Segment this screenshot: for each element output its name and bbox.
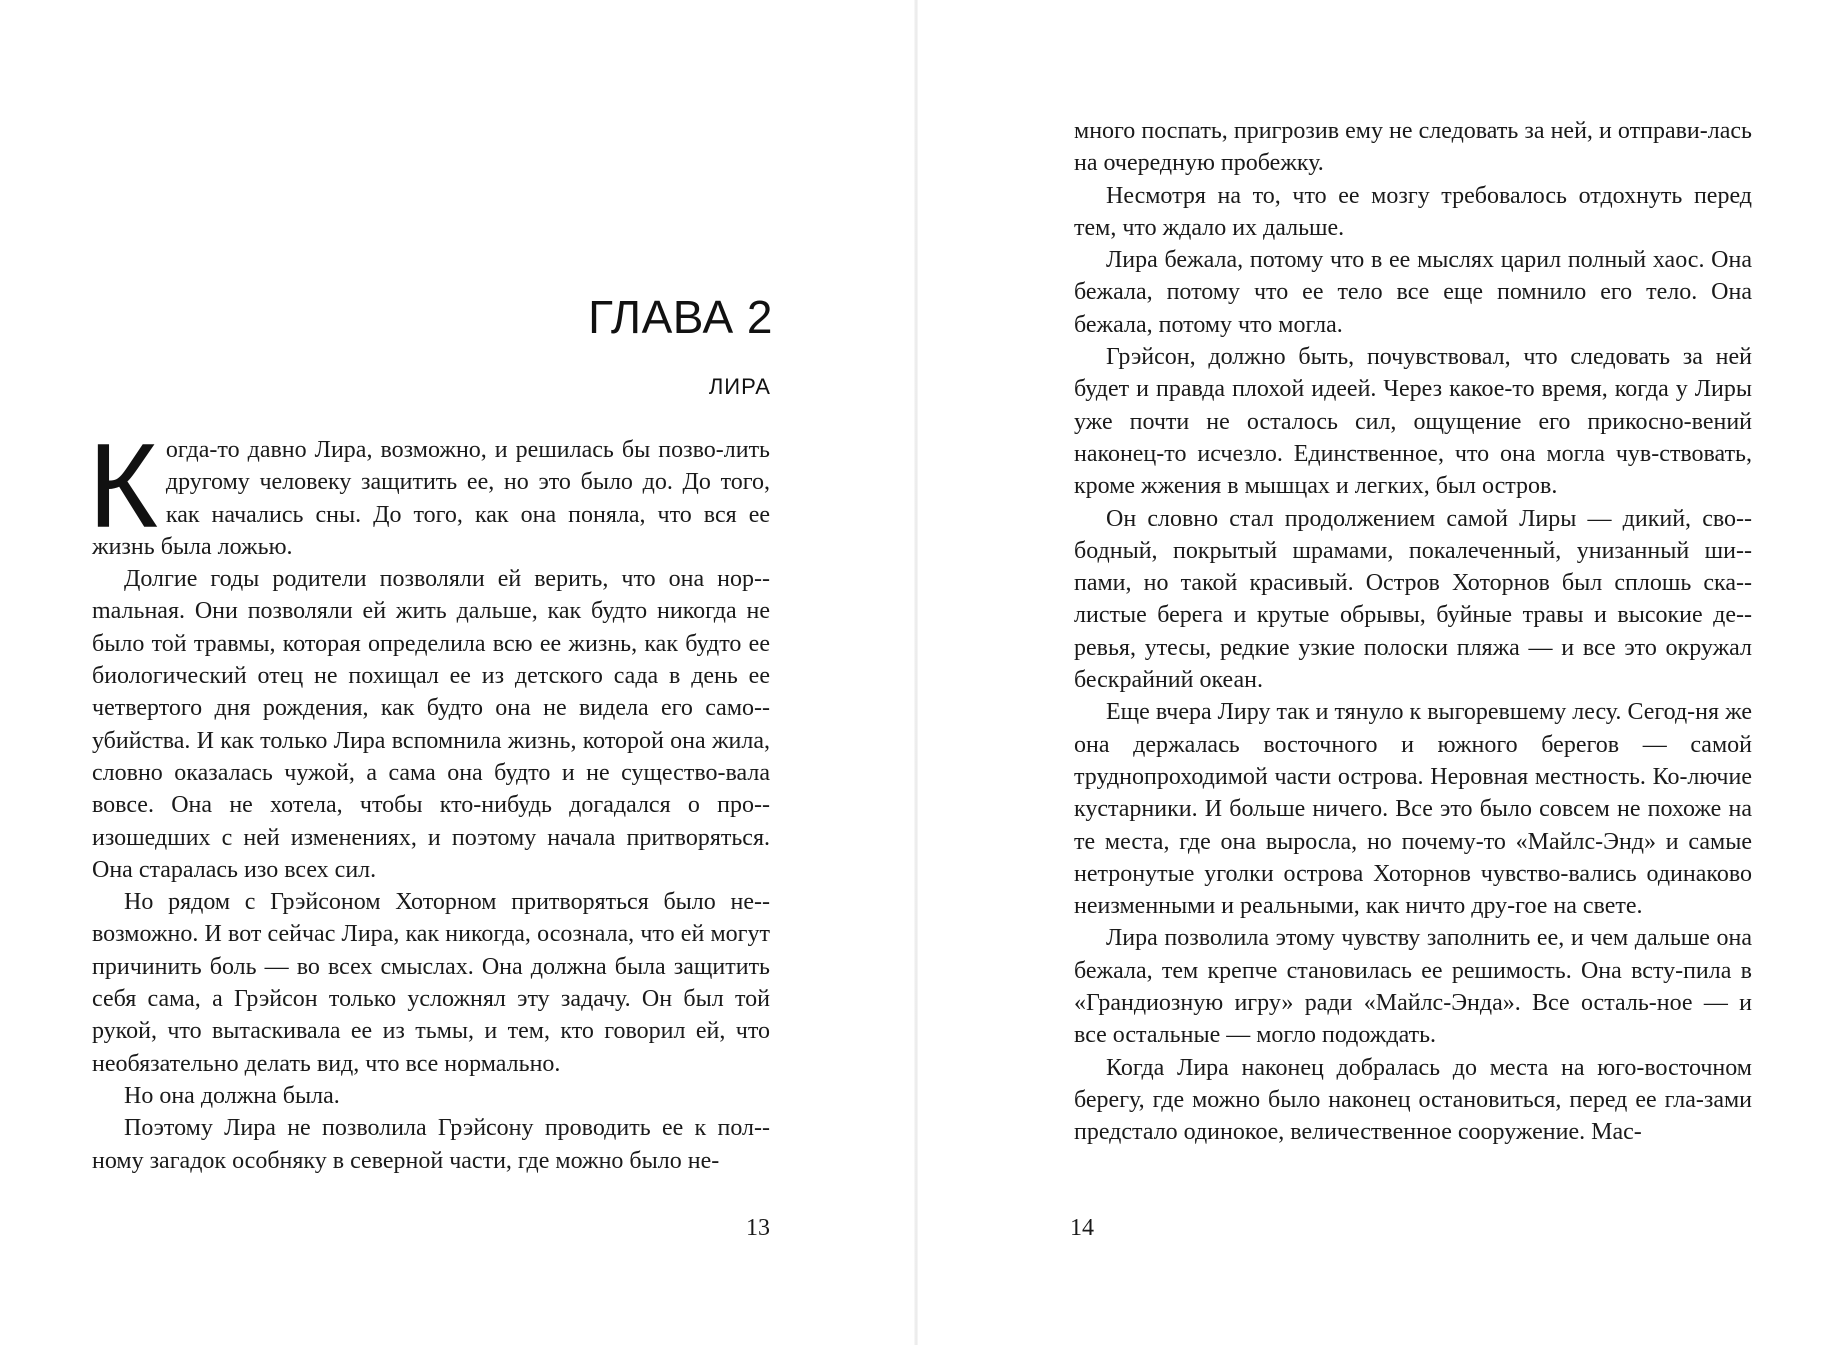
paragraph-8: Когда Лира наконец добралась до места на юго-восточном берегу, где можно было наконец остановиться, перед ее гла-зами предстало одинокое, величественное сооружение. Мас-: [1074, 1054, 1752, 1146]
right-page-text: [1074, 115, 1752, 1149]
page-number: 14: [1070, 1215, 1094, 1241]
paragraph-1: [88, 419, 770, 563]
paragraph-3: Лира бежала, потому что в ее мыслях царил полный хаос. Она бежала, потому что ее тело все еще помнило его тело. Она бежала, потому что могла.: [1074, 247, 1752, 338]
paragraph-5: Поэтому Лира не позволила Грэйсону проводить ее к пол-ному загадок особняку в северной части, где можно было не-: [92, 1115, 770, 1174]
paragraph-2: Долгие годы родители позволяли ей верить, что она нор-mальная. Они позволяли ей жить дальше, как будто никогда не было той травмы, которая определила всю ее жизнь, как будто ее биологический отец не похищал ее из детского сада в день ее четвертого дня рождения, как будто она не видела его само-убийства. И как только Лира вспомнила жизнь, которой она жила, словно оказалась чужой, а сама она будто и не существо-вала вовсе. Она не хотела, чтобы кто-нибудь догадался о про-изошедших с ней изменениях, и поэтому начала притворяться. Она старалась изо всех сил.: [92, 566, 770, 883]
paragraph-5: Он словно стал продолжением самой Лиры — дикий, сво-бодный, покрытый шрамами, покалеченный, унизанный ши-пами, но такой красивый. Остров Хоторнов был сплошь ска-листые берега и крутые обрывы, буйные травы и высокие де-ревья, утесы, редкие узкие полоски пляжа — и все это окружал бескрайний океан.: [1074, 505, 1752, 694]
paragraph-1: много поспать, пригрозив ему не следовать за ней, и отправи-лась на очередную пробежку.: [1074, 118, 1752, 177]
drop-cap: К: [88, 419, 158, 553]
paragraph-6: Еще вчера Лиру так и тянуло к выгоревшему лесу. Сегод-ня же она держалась восточного и южного берегов — самой труднопроходимой части острова. Неровная местность. Ко-лючие кустарники. И больше ничего. Все это было совсем не похоже на те места, где она выросла, но почему-то «Майлс-Энд» и самые нетронутые уголки острова Хоторнов чувство-вались одинаково неизменными и реальными, как ничто дру-гое на свете.: [1074, 699, 1752, 920]
paragraph-2: Несмотря на то, что ее мозгу требовалось отдохнуть перед тем, что ждало их дальше.: [1074, 182, 1752, 241]
paragraph-4: Грэйсон, должно быть, почувствовал, что следовать за ней будет и правда плохой идеей. Через какое-то время, когда у Лиры уже почти не осталось сил, ощущение его прикосно-вений наконец-то исчезло. Единственное, что она могла чув-ствовать, кроме жжения в мышцах и легких, был остров.: [1074, 344, 1752, 500]
paragraph-4: Но она должна была.: [124, 1082, 340, 1109]
paragraph-1-text: огда-то давно Лира, возможно, и решилась бы позво-лить другому человеку защитить ее, но это было до. До того, как начались сны. До того, как она поняла, что вся ее жизнь была ложью.: [92, 437, 770, 560]
left-page-text: [88, 419, 770, 1177]
chapter-subtitle: ЛИРА: [708, 374, 771, 399]
right-page: [918, 0, 1832, 1345]
left-page: [0, 0, 915, 1345]
paragraph-7: Лира позволила этому чувству заполнить ее, и чем дальше она бежала, тем крепче становилась ее решимость. Она всту-пила в «Грандиозную игру» ради «Майлс-Энда». Все осталь-ное — и все остальные — могло подождать.: [1074, 925, 1752, 1049]
chapter-title: ГЛАВА 2: [588, 291, 773, 343]
paragraph-3: Но рядом с Грэйсоном Хоторном притворяться было не-возможно. И вот сейчас Лира, как никогда, осознала, что ей могут причинить боль — во всех смыслах. Она должна была защитить себя сама, а Грэйсон только усложнял эту задачу. Он был той рукой, что вытаскивала ее из тьмы, и тем, кто говорил ей, что необязательно делать вид, что все нормально.: [92, 889, 770, 1077]
page-number: 13: [746, 1215, 770, 1241]
